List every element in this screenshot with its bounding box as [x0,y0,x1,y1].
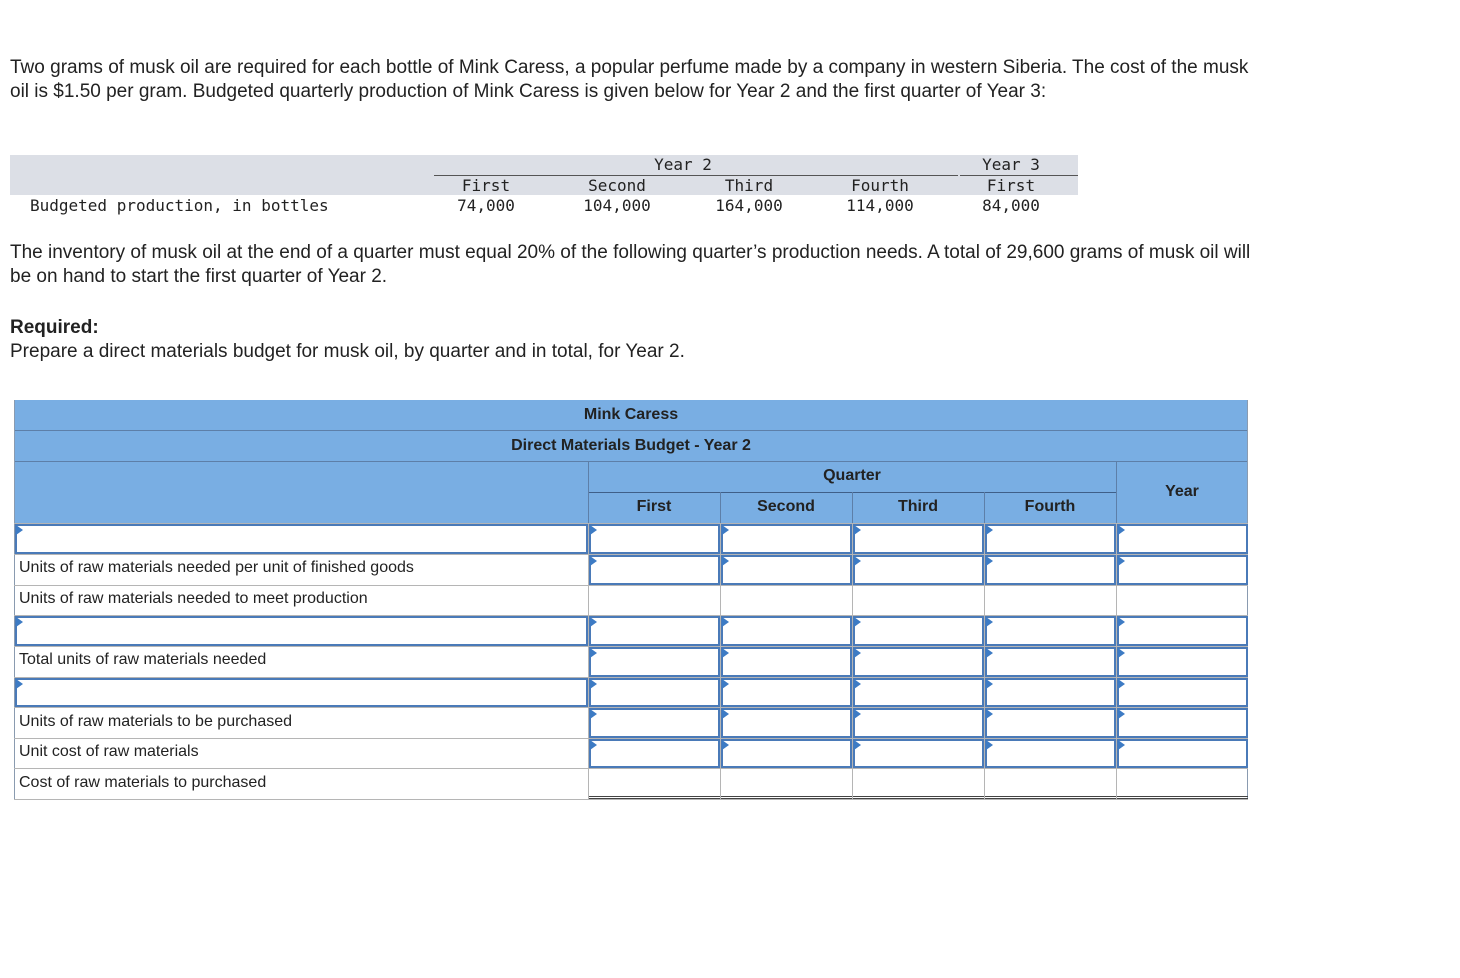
row-7-q1-input[interactable] [589,739,720,768]
budget-title: Direct Materials Budget - Year 2 [511,437,751,454]
row-label-units-per-unit: Units of raw materials needed per unit of finished goods [19,559,414,576]
row-1-q4-input[interactable] [985,555,1116,585]
row-5-year-input[interactable] [1117,678,1248,707]
intro-paragraph: Two grams of musk oil are required for each bottle of Mink Caress, a popular perfume made by a company in western Siberia. The cost of the musk oil is $1.50 per gram. Budgeted quarterly production of Mink Caress is given below for Year 2 and the first quarter of Year 3: [10,57,1249,102]
quarter-fourth-header: Fourth [1024,498,1076,515]
row-6-q2-input[interactable] [721,708,852,738]
quarter-second-header: Second [757,498,815,515]
row-4-year-input[interactable] [1117,647,1248,677]
row-0-q2-input[interactable] [721,524,852,554]
table-border-left [14,400,15,799]
col-y3q1-label: First [986,176,1036,195]
row-0-year-input[interactable] [1117,524,1248,554]
row-1-q3-input[interactable] [853,555,984,585]
row-3-year-input[interactable] [1117,616,1248,646]
row-5-q2-input[interactable] [721,678,852,707]
row-label-total-units-needed: Total units of raw materials needed [19,651,267,668]
row-7-q2-input[interactable] [721,739,852,768]
production-table [10,155,1078,217]
header-vline-year [1116,461,1117,523]
required-heading: Required: [10,317,99,338]
row-3-q1-input[interactable] [589,616,720,646]
row-0-label-input[interactable] [15,524,588,554]
total-double-rule-2 [588,798,1248,799]
row-0-q1-input[interactable] [589,524,720,554]
required-text: Prepare a direct materials budget for musk oil, by quarter and in total, for Year 2. [10,341,685,362]
row-1-q2-input[interactable] [721,555,852,585]
row-label-cost-to-purchase: Cost of raw materials to purchased [19,774,267,791]
row-1-q1-input[interactable] [589,555,720,585]
col-q2-label: Second [588,176,646,195]
header-vline-q3 [852,492,853,523]
row-6-year-input[interactable] [1117,708,1248,738]
row-7-q4-input[interactable] [985,739,1116,768]
header-divider-1 [14,430,1248,431]
quarter-first-header: First [636,498,672,515]
row-label-units-to-purchase: Units of raw materials to be purchased [19,713,293,730]
row-1-year-input[interactable] [1117,555,1248,585]
inventory-paragraph: The inventory of musk oil at the end of a quarter must equal 20% of the following quarter’s production needs. A total of 29,600 grams of musk oil will be on hand to start the first quarter of Year 2. [10,242,1251,287]
q1-production: 74,000 [457,196,515,215]
direct-materials-budget-table [14,400,1248,800]
header-divider-2 [14,461,1248,462]
row-0-q3-input[interactable] [853,524,984,554]
row-4-q4-input[interactable] [985,647,1116,677]
year3-label: Year 3 [982,155,1040,174]
q4-production: 114,000 [846,196,914,215]
quarter-header: Quarter [823,467,881,484]
row-line-9 [14,799,1248,800]
q2-production: 104,000 [583,196,651,215]
row-6-q4-input[interactable] [985,708,1116,738]
row-3-label-input[interactable] [15,616,588,646]
row-3-q3-input[interactable] [853,616,984,646]
col-q1-label: First [461,176,511,195]
header-vline-q2 [720,492,721,523]
row-4-q2-input[interactable] [721,647,852,677]
production-row-label: Budgeted production, in bottles [30,196,329,215]
header-vline-label [588,461,589,523]
row-label-units-to-meet-production: Units of raw materials needed to meet production [19,590,368,607]
y3q1-production: 84,000 [982,196,1040,215]
q3-production: 164,000 [715,196,783,215]
row-7-year-input[interactable] [1117,739,1248,768]
year-header: Year [1165,483,1199,500]
row-6-q1-input[interactable] [589,708,720,738]
row-3-q4-input[interactable] [985,616,1116,646]
row-label-unit-cost: Unit cost of raw materials [19,743,199,760]
row-5-q4-input[interactable] [985,678,1116,707]
row-6-q3-input[interactable] [853,708,984,738]
col-q4-label: Fourth [851,176,909,195]
year2-label: Year 2 [654,155,712,174]
row-7-q3-input[interactable] [853,739,984,768]
header-vline-q4 [984,492,985,523]
company-name: Mink Caress [583,406,679,423]
row-4-q3-input[interactable] [853,647,984,677]
row-5-label-input[interactable] [15,678,588,707]
row-5-q3-input[interactable] [853,678,984,707]
col-q3-label: Third [724,176,774,195]
row-4-q1-input[interactable] [589,647,720,677]
total-double-rule-1 [588,796,1248,797]
row-3-q2-input[interactable] [721,616,852,646]
row-line-8 [14,768,1248,769]
quarter-third-header: Third [898,498,938,515]
row-0-q4-input[interactable] [985,524,1116,554]
row-5-q1-input[interactable] [589,678,720,707]
row-line-2 [14,585,1248,586]
